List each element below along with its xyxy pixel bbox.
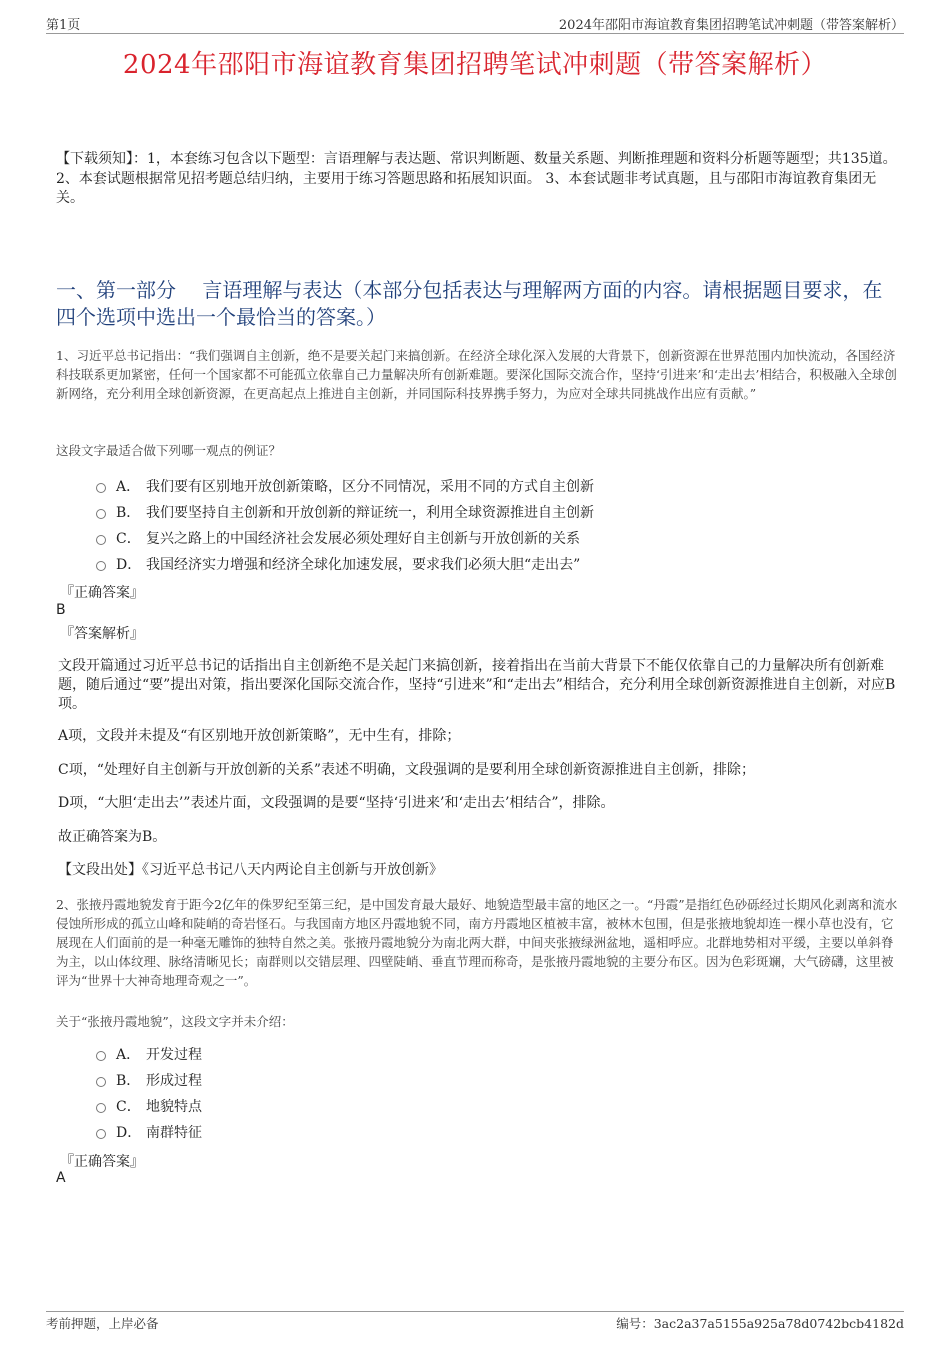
option-letter: A． — [116, 1047, 141, 1063]
analysis-label: 『答案解析』 — [60, 626, 144, 642]
option-text: 南群特征 — [146, 1125, 202, 1141]
option-text: 我国经济实力增强和经济全球化加速发展，要求我们必须大胆“走出去” — [146, 557, 581, 573]
radio-icon[interactable] — [96, 561, 106, 571]
correct-answer: B — [56, 602, 66, 618]
radio-icon[interactable] — [96, 1077, 106, 1087]
option-a[interactable] — [96, 473, 856, 499]
option-b[interactable] — [96, 1067, 856, 1093]
option-text: 我们要有区别地开放创新策略，区分不同情况，采用不同的方式自主创新 — [146, 479, 594, 495]
option-letter: C． — [116, 1099, 141, 1115]
question-1-prompt: 这段文字最适合做下列哪一观点的例证？ — [56, 443, 282, 458]
analysis-paragraph: 文段开篇通过习近平总书记的话指出自主创新绝不是关起门来搞创新，接着指出在当前大背景下不能仅依靠自己的力量解决所有创新难题，随后通过“要”提出对策，指出要深化国际交流合作，坚持“引进来”和“走出去”相结合，充分利用全球创新资源推进自主创新，对应B项。 — [58, 658, 896, 712]
page-header — [46, 14, 904, 34]
option-letter: B． — [116, 505, 141, 521]
header-doc-title: 2024年邵阳市海谊教育集团招聘笔试冲刺题（带答案解析） — [558, 18, 904, 33]
analysis-conclusion: 故正确答案为B。 — [58, 829, 167, 845]
radio-icon[interactable] — [96, 1103, 106, 1113]
correct-answer: A — [56, 1170, 66, 1186]
option-letter: D． — [116, 1125, 142, 1141]
analysis-option-c: C项，“处理好自主创新与开放创新的关系”表述不明确，文段强调的是要利用全球创新资源推进自主创新，排除； — [58, 762, 756, 778]
option-text: 我们要坚持自主创新和开放创新的辩证统一，利用全球资源推进自主创新 — [146, 505, 594, 521]
option-d[interactable] — [96, 551, 856, 577]
correct-answer-label: 『正确答案』 — [60, 585, 144, 601]
analysis-option-d: D项，“大胆‘走出去’”表述片面，文段强调的是要“坚持‘引进来’和‘走出去’相结合”，排除。 — [58, 795, 615, 811]
question-1-text: 1、习近平总书记指出：“我们强调自主创新，绝不是要关起门来搞创新。在经济全球化深入发展的大背景下，创新资源在世界范围内加快流动，各国经济科技联系更加紧密，任何一个国家都不可能孤立依靠自己力量解决所有创新难题。要深化国际交流合作，坚持‘引进来’和‘走出去’相结合，积极融入全球创新网络，充分利用全球创新资源，在更高起点上推进自主创新，并同国际科技界携手努力，为应对全球共同挑战作出应有贡献。” — [56, 348, 897, 401]
option-letter: C． — [116, 531, 141, 547]
question-2-text: 2、张掖丹霞地貌发育于距今2亿年的侏罗纪至第三纪，是中国发育最大最好、地貌造型最丰富的地区之一。“丹霞”是指红色砂砾经过长期风化剥离和流水侵蚀所形成的孤立山峰和陡峭的奇岩怪石。与我国南方地区丹霞地貌不同，南方丹霞地区植被丰富，被林木包围，但是张掖地貌却连一棵小草也没有，它展现在人们面前的是一种毫无雕饰的独特自然之美。张掖丹霞地貌分为南北两大群，中间夹张掖绿洲盆地，遥相呼应。北群地势相对平缓，主要以单斜脊为主，以山体纹理、脉络清晰见长；南群则以交错层理、四壁陡峭、垂直节理而称奇，是张掖丹霞地貌的主要分布区。因为色彩斑斓，大气磅礴，这里被评为“世界十大神奇地理奇观之一”。 — [56, 897, 898, 988]
section-heading: 一、第一部分 言语理解与表达（本部分包括表达与理解两方面的内容。请根据题目要求，在四个选项中选出一个最恰当的答案。） — [56, 278, 883, 329]
option-text: 形成过程 — [146, 1073, 202, 1089]
correct-answer-label: 『正确答案』 — [60, 1154, 144, 1170]
page-number: 第1页 — [46, 18, 81, 33]
option-a[interactable] — [96, 1041, 856, 1067]
radio-icon[interactable] — [96, 1129, 106, 1139]
question-2-prompt: 关于“张掖丹霞地貌”，这段文字并未介绍： — [56, 1014, 294, 1029]
analysis-option-a: A项，文段并未提及“有区别地开放创新策略”，无中生有，排除； — [58, 728, 461, 744]
option-c[interactable] — [96, 525, 856, 551]
radio-icon[interactable] — [96, 483, 106, 493]
radio-icon[interactable] — [96, 1051, 106, 1061]
download-notice: 【下载须知】：1，本套练习包含以下题型：言语理解与表达题、常识判断题、数量关系题、判断推理题和资料分析题等题型；共135道。 2、本套试题根据常见招考题总结归纳，主要用于练习答题思路和拓展知识面。 3、本套试题非考试真题，且与邵阳市海谊教育集团无关。 — [56, 151, 897, 206]
option-b[interactable] — [96, 499, 856, 525]
option-text: 地貌特点 — [146, 1099, 202, 1115]
document-title: 2024年邵阳市海谊教育集团招聘笔试冲刺题（带答案解析） — [122, 50, 828, 80]
footer-slogan: 考前押题，上岸必备 — [46, 1316, 159, 1331]
option-c[interactable] — [96, 1093, 856, 1119]
option-letter: A． — [116, 479, 141, 495]
option-text: 开发过程 — [146, 1047, 202, 1063]
radio-icon[interactable] — [96, 509, 106, 519]
question-2-options — [96, 1041, 856, 1145]
option-d[interactable] — [96, 1119, 856, 1145]
radio-icon[interactable] — [96, 535, 106, 545]
option-text: 复兴之路上的中国经济社会发展必须处理好自主创新与开放创新的关系 — [146, 531, 580, 547]
question-1-options — [96, 473, 856, 577]
footer-serial: 编号：3ac2a37a5155a925a78d0742bcb4182d — [616, 1316, 904, 1331]
option-letter: B． — [116, 1073, 141, 1089]
header-divider — [46, 33, 904, 34]
option-letter: D． — [116, 557, 142, 573]
analysis-source: 【文段出处】《习近平总书记八天内两论自主创新与开放创新》 — [58, 862, 443, 878]
footer-divider — [46, 1311, 904, 1312]
